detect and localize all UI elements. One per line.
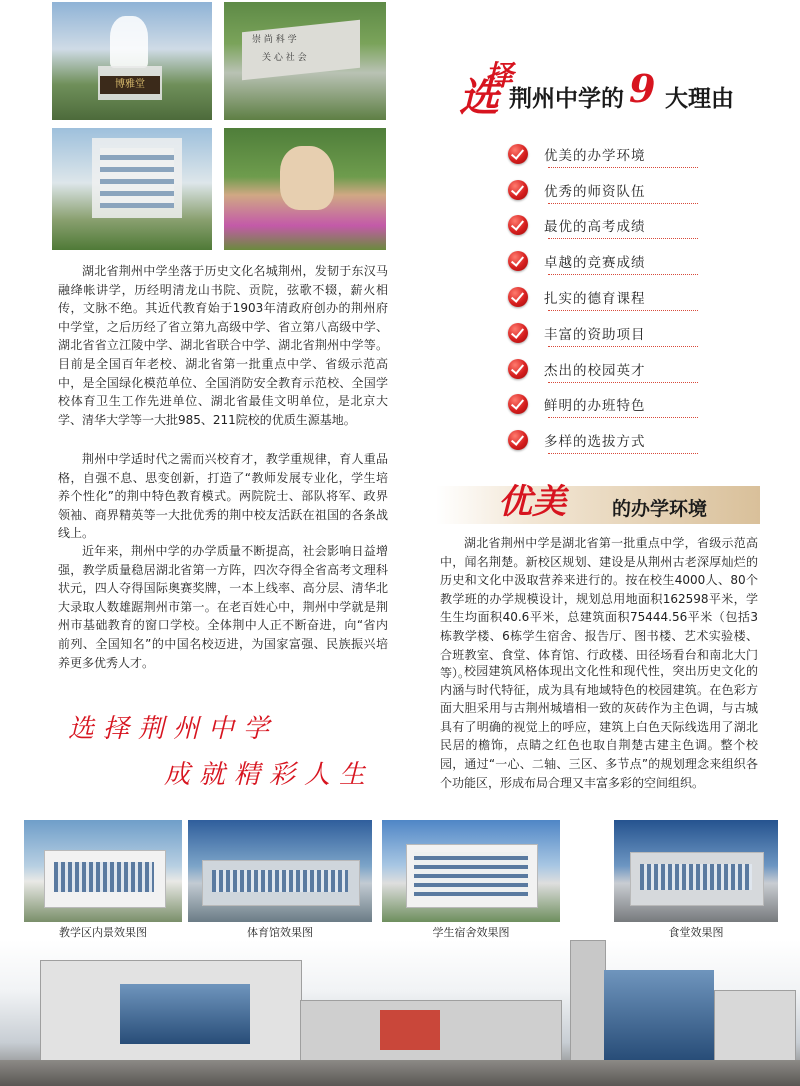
reasons-heading-rest: 大理由 [665,86,734,112]
reason-label: 优美的办学环境 [544,147,646,164]
rendering-dormitory [382,820,560,922]
reason-item [508,208,698,244]
caption-dormitory: 学生宿舍效果图 [432,926,510,939]
section-heading-bar [436,486,760,524]
stone-text-line2: 关 心 社 会 [262,53,307,63]
reason-item [508,172,698,208]
reason-item [508,387,698,423]
environment-paragraph-1: 湖北省荆州中学是湖北省第一批重点中学，省级示范高中，闻名荆楚。新校区规划、建设是从荆州古老深厚灿烂的历史和文化中汲取营养来进行的。按在校生4000人、80个教学班的办学规模设计，规划总用地面积162598平米，学生生均面积40.6平米，总建筑面积75444.56平米（包括3栋教学楼、6栋学生宿舍、报告厅、图书楼、艺术实验楼、合班教室、食堂、体育馆、行政楼、田径场看台和南北大门等）。 [440,536,758,681]
reasons-heading-main: 荆州中学的 [509,86,624,112]
section-heading-rest: 的办学环境 [612,498,708,520]
check-icon [508,180,528,200]
check-icon [508,359,528,379]
stone-text-line1: 崇 尚 科 学 [252,35,297,45]
statue-plaque: 博雅堂 [100,76,160,94]
intro-paragraph-3: 近年来，荆州中学的办学质量不断提高，社会影响日益增强，教学质量稳居湖北省第一方阵，四次夺得全省高考文理科状元，四人夺得国际奥赛奖牌，一本上线率、高分层、清华北大录取人数雄踞荆州市第一。在老百姓心中，荆州中学就是荆州市基础教育的窗口学校。全体荆中人正不断奋进，向“省内前列、全国知名”的中国名校迈进，为国家富强、民族振兴培养更多优秀人才。 [58,544,388,670]
caption-teaching-area: 教学区内景效果图 [59,926,147,939]
photo-inscription-stone [224,2,386,120]
reasons-heading-number: 9 [629,66,656,111]
reason-label: 丰富的资助项目 [544,326,646,343]
check-icon [508,323,528,343]
section-heading-big: 优美 [498,482,566,522]
intro-paragraph-1: 湖北省荆州中学坐落于历史文化名城荆州，发韧于东汉马融绛帐讲学，历经明清龙山书院、贡院，弦歌不辍，薪火相传，文脉不绝。其近代教育始于1903年清政府创办的荆州府中学堂，之后历经了省立第九高级中学、省立第八高级中学、湖北省省立江陵中学、湖北省联合中学、湖北省荆州中学等。目前是全国百年老校、湖北省第一批重点中学、省级示范高中，是全国绿化模范单位、全国消防安全教育示范校、全国学校体育卫生工作先进单位、湖北省最佳文明单位，是北京大学、清华大学等一大批985、211院校的优质生源基地。 [58,264,388,427]
slogan-line-2: 成就精彩人生 [164,760,375,790]
reason-label: 多样的选拔方式 [544,434,646,451]
check-icon [508,287,528,307]
photo-campus-building [52,128,212,250]
rendering-canteen [614,820,778,922]
reason-label: 杰出的校园英才 [544,362,646,379]
reason-item [508,279,698,315]
reason-item [508,315,698,351]
reason-label: 扎实的德育课程 [544,291,646,308]
caption-gymnasium: 体育馆效果图 [247,926,313,939]
reason-item [508,422,698,458]
reasons-heading [455,58,775,128]
reason-label: 优秀的师资队伍 [544,183,646,200]
reason-label: 鲜明的办班特色 [544,398,646,415]
reason-item [508,351,698,387]
check-icon [508,144,528,164]
check-icon [508,215,528,235]
photo-garden-rock [224,128,386,250]
rendering-teaching-area [24,820,182,922]
rendering-gymnasium [188,820,372,922]
reasons-list [508,136,698,458]
check-icon [508,394,528,414]
reasons-heading-char2: 择 [485,59,514,92]
reason-item [508,136,698,172]
check-icon [508,251,528,271]
reason-label: 最优的高考成绩 [544,219,646,236]
reason-label: 卓越的竞赛成绩 [544,255,646,272]
environment-paragraph-2: 校园建筑风格体现出文化性和现代性，突出历史文化的内涵与时代特征，成为具有地域特色的校园建筑。在色彩方面大胆采用与古荆州城墙相一致的灰砖作为主色调，与古城具有了明确的视觉上的呼应，建筑上白色天际线选用了湖北民居的檐饰，点睛之红色也取自荆楚古建主色调。整个校园，通过“一心、二轴、三区、多节点”的规划理念来组织各个功能区，形成布局合理又丰富多彩的空间组织。 [440,664,758,790]
slogan-line-1: 选择荆州中学 [68,714,279,744]
reasons-heading-char1: 选 [459,74,499,121]
caption-canteen: 食堂效果图 [668,926,724,939]
photo-statue [52,2,212,120]
reason-item [508,243,698,279]
campus-panorama [0,940,800,1086]
intro-paragraph-2: 荆州中学适时代之需而兴校育才，教学重规律，育人重品格，自强不息、思变创新，打造了“教师发展专业化，学生培养个性化”的荆中特色教育模式。两院院士、部队将军、政界领袖、商界精英等一大批优秀的荆中校友活跃在祖国的各条战线上。 [58,452,388,541]
check-icon [508,430,528,450]
